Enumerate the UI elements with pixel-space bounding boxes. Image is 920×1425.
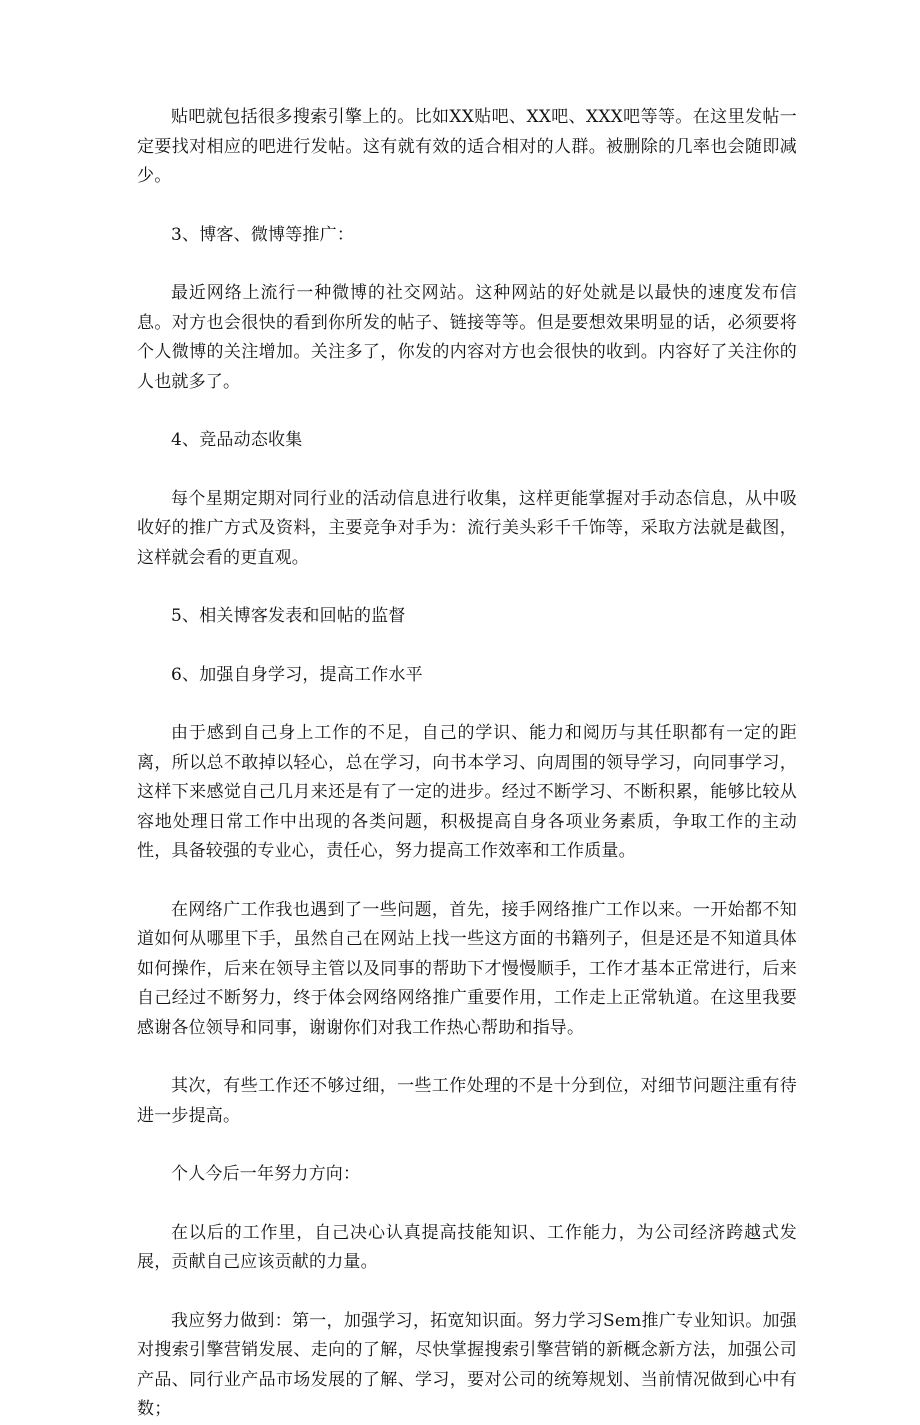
- section-heading-blog-monitor: 5、相关博客发表和回帖的监督: [171, 606, 406, 626]
- paragraph-resolve: 在以后的工作里，自己决心认真提高技能知识、工作能力，为公司经济跨越式发展，贡献自己应该贡献的力量。: [137, 1222, 797, 1272]
- paragraph-weibo: 最近网络上流行一种微博的社交网站。这种网站的好处就是以最快的速度发布信息。对方也会很快的看到你所发的帖子、链接等等。但是要想效果明显的话，必须要将个人微博的关注增加。关注多了，你发的内容对方也会很快的收到。内容好了关注你的人也就多了。: [137, 283, 797, 392]
- paragraph-problems: 在网络广工作我也遇到了一些问题，首先，接手网络推广工作以来。一开始都不知道如何从哪里下手，虽然自己在网站上找一些这方面的书籍列子，但是还是不知道具体如何操作，后来在领导主管以及同事的帮助下才慢慢顺手，工作才基本正常进行，后来自己经过不断努力，终于体会网络网络推广重要作用，工作走上正常轨道。在这里我要感谢各位领导和同事，谢谢你们对我工作热心帮助和指导。: [137, 899, 797, 1038]
- paragraph-competitor: 每个星期定期对同行业的活动信息进行收集，这样更能掌握对手动态信息，从中吸收好的推广方式及资料，主要竞争对手为：流行美头彩千千饰等，采取方法就是截图，这样就会看的更直观。: [137, 488, 797, 568]
- paragraph-tieba: 贴吧就包括很多搜索引擎上的。比如XX贴吧、XX吧、XXX吧等等。在这里发帖一定要找对相应的吧进行发帖。这有就有效的适合相对的人群。被删除的几率也会随即减少。: [137, 107, 797, 186]
- paragraph-self-study: 由于感到自己身上工作的不足，自己的学识、能力和阅历与其任职都有一定的距离，所以总不敢掉以轻心，总在学习，向书本学习、向周围的领导学习，向同事学习，这样下来感觉自己几月来还是有了一定的进步。经过不断学习、不断积累，能够比较从容地处理日常工作中出现的各类问题，积极提高自身各项业务素质，争取工作的主动性，具备较强的专业心，责任心，努力提高工作效率和工作质量。: [137, 723, 797, 861]
- section-heading-self-study: 6、加强自身学习，提高工作水平: [171, 664, 423, 685]
- paragraph-details: 其次，有些工作还不够过细，一些工作处理的不是十分到位，对细节问题注重有待进一步提高。: [137, 1076, 797, 1126]
- paragraph-efforts: 我应努力做到：第一，加强学习，拓宽知识面。努力学习Sem推广专业知识。加强对搜索引擎营销发展、走向的了解，尽快掌握搜索引擎营销的新概念新方法，加强公司产品、同行业产品市场发展的了解、学习，要对公司的统筹规划、当前情况做到心中有数；: [137, 1310, 797, 1419]
- section-heading-blog-weibo: 3、博客、微博等推广：: [171, 224, 355, 245]
- section-heading-next-year: 个人今后一年努力方向：: [171, 1164, 361, 1184]
- section-heading-competitor: 4、竞品动态收集: [171, 430, 303, 450]
- document-page: [137, 103, 797, 1425]
